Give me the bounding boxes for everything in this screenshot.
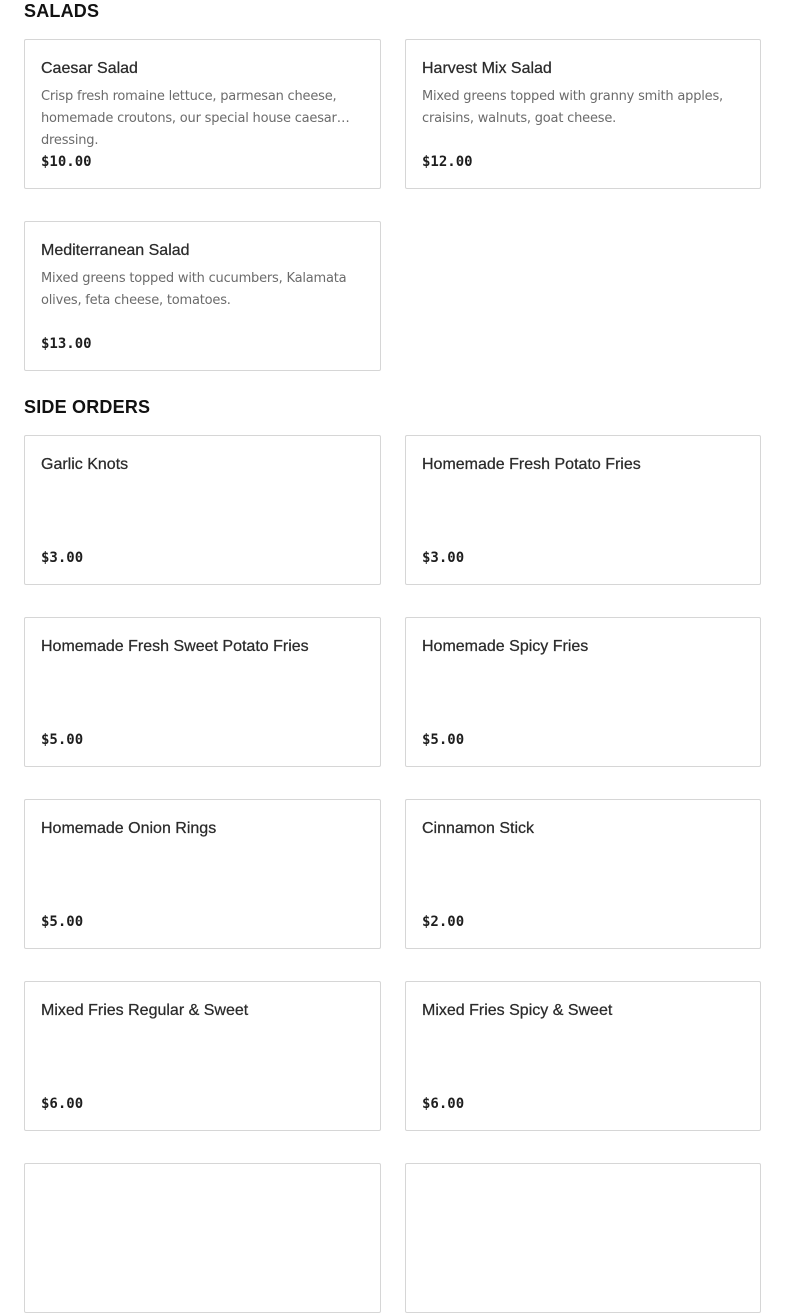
menu-item-card[interactable] — [405, 981, 761, 1131]
menu-item-card[interactable] — [405, 435, 761, 585]
menu-item-name: Garlic Knots — [41, 456, 129, 473]
menu-item-price: $2.00 — [422, 914, 465, 930]
menu-item-name: Mixed Fries Spicy & Sweet — [422, 1002, 613, 1019]
menu-item-price: $10.00 — [41, 154, 92, 170]
menu-item-description: Crisp fresh romaine lettuce, parmesan cheese, homemade croutons, our special house caesar dressing. — [41, 89, 337, 148]
menu-item-name: Mediterranean Salad — [41, 242, 190, 259]
salads-grid — [24, 39, 761, 371]
menu-item-description: Mixed greens topped with cucumbers, Kalamata olives, feta cheese, tomatoes. — [41, 271, 347, 308]
menu-item-card[interactable] — [24, 221, 381, 371]
menu-item-name: Homemade Onion Rings — [41, 820, 217, 837]
menu-item-name: Caesar Salad — [41, 60, 138, 77]
menu-item-name: Harvest Mix Salad — [422, 60, 552, 77]
menu-item-name: Homemade Fresh Potato Fries — [422, 456, 641, 473]
menu-item-price: $3.00 — [41, 550, 84, 566]
menu-item-price: $3.00 — [422, 550, 465, 566]
menu-item-price: $12.00 — [422, 154, 473, 170]
menu-item-card[interactable] — [24, 39, 381, 189]
menu-item-price: $6.00 — [422, 1096, 465, 1112]
menu-item-card[interactable] — [24, 799, 381, 949]
section-title-side-orders: SIDE ORDERS — [24, 397, 151, 417]
menu-item-price: $5.00 — [422, 732, 465, 748]
menu-item-card[interactable] — [24, 981, 381, 1131]
menu-item-card[interactable] — [405, 617, 761, 767]
menu-item-card[interactable] — [405, 1163, 761, 1313]
menu-item-card[interactable] — [24, 435, 381, 585]
side-orders-grid — [24, 435, 761, 1313]
menu-item-price: $13.00 — [41, 336, 92, 352]
menu-item-card[interactable] — [24, 617, 381, 767]
menu-item-price: $5.00 — [41, 732, 84, 748]
menu-item-card[interactable] — [405, 39, 761, 189]
menu-item-name: Mixed Fries Regular & Sweet — [41, 1002, 249, 1019]
menu-item-name: Homemade Fresh Sweet Potato Fries — [41, 638, 309, 655]
menu-item-description: Mixed greens topped with granny smith apples, craisins, walnuts, goat cheese. — [422, 89, 723, 126]
menu-item-name: Cinnamon Stick — [422, 820, 535, 837]
section-title-salads: SALADS — [24, 1, 100, 21]
menu-item-name: Homemade Spicy Fries — [422, 638, 589, 655]
menu-item-price: $6.00 — [41, 1096, 84, 1112]
menu-item-card[interactable] — [24, 1163, 381, 1313]
menu-item-card[interactable] — [405, 799, 761, 949]
menu-item-price: $5.00 — [41, 914, 84, 930]
